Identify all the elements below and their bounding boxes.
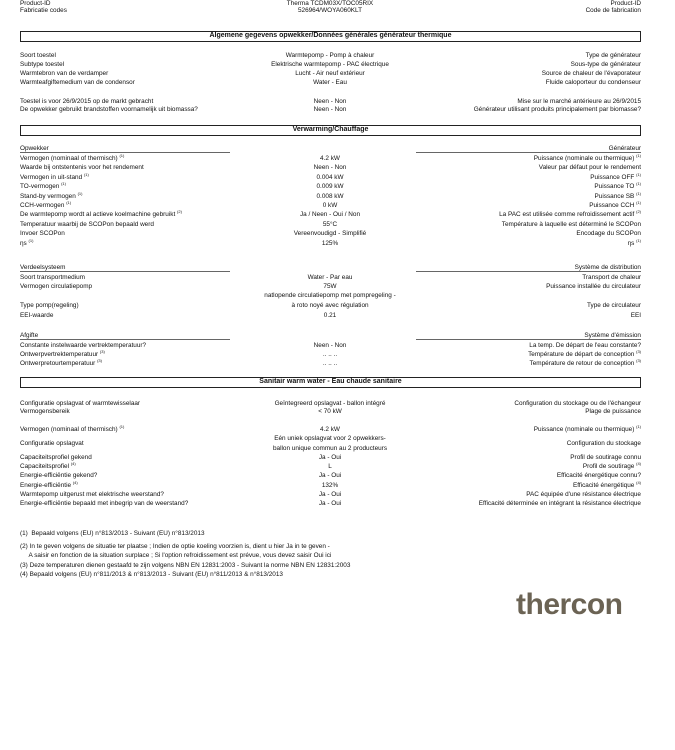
label-nl [20,348,105,358]
label-text: Efficacité énergétique connu? [556,472,641,480]
label-text: Fluide caloporteur du condenseur [545,79,641,86]
label-fr [594,183,641,190]
section-band-dhw: Sanitair warm water - Eau chaude sanitaire [20,377,641,388]
footnote-ref: (1) [636,237,641,243]
dhw-power-range-row [20,408,641,417]
label-fr [590,171,641,181]
label-fr [517,98,641,105]
label-text: Temperatuur waarbij de SCOPon bepaald werd [20,220,154,228]
verdeel-row [20,274,641,283]
label-text: Toestel is voor 26/9/2015 op de markt gebracht [20,98,154,105]
value: Ja / Neen - Oui / Non [299,211,361,219]
label-text: TO-vermogen [20,183,60,191]
opwekker-row [20,152,641,164]
footnote-ref: (1) [119,152,125,158]
header-fabrication-codes-fr: Code de fabrication [585,7,641,15]
footnote: (1) Bepaald volgens (EU) n°813/2013 - Suivant (EU) n°813/2013 [20,530,205,537]
label-text: Capaciteitsprofiel [20,463,70,471]
afgifte-row [20,357,641,369]
label-text: Constante instelwaarde vertrektemperatuur? [20,342,147,349]
general-row [20,61,641,70]
label-text: Invoer SCOPon [20,230,65,238]
label-text: Energie-efficiëntie gekend? [20,472,98,480]
footnote-ref: (4) [636,461,641,467]
footnote-ref: (1) [119,423,125,429]
label-fr: Configuration du stockage ou de l'échangeur [514,400,641,407]
label-fr [542,70,641,77]
dhw-row [20,500,641,509]
label-nl [20,70,108,77]
subsection-afgifte [20,332,641,341]
pump-type-row-2 [20,302,641,311]
label-text: Vermogen (nominaal of thermisch) [20,155,118,162]
footnote-ref: (1) [636,423,641,429]
opwekker-row [20,199,641,211]
value: 132% [321,481,339,489]
label-fr [586,52,641,59]
label-text: Soort toestel [20,52,56,59]
label-text: Subtype toestel [20,61,65,68]
footnote-ref: (1) [636,199,641,205]
label-nl [20,237,34,247]
label-text: Source de chaleur de l'évaporateur [541,70,641,77]
value: 0 kW [322,202,338,209]
value: Elektrische warmtepomp - PAC électrique [271,61,389,68]
value: Neen - Non [313,342,347,349]
label-text: Température de retour de conception [529,360,635,367]
opwekker-row [20,237,641,249]
label-text: Puissance installée du circulateur [546,283,641,290]
label-text: Warmtebron van de verdamper [20,70,109,77]
label-nl [20,152,125,162]
section-band-general: Algemene gegevens opwekker/Données générales générateur thermique [20,31,641,42]
label-text: Puissance CCH [589,202,635,209]
label-nl [20,190,83,200]
label-text: Puissance (nominale ou thermique) [533,426,635,433]
label-nl [20,171,89,181]
label-fr [502,221,641,228]
label-text: Waarde bij ontstentenis voor het rendement [20,164,144,172]
label-nl [20,98,153,105]
label-fr [479,500,641,507]
label-nl [20,52,56,59]
general-row [20,70,641,79]
label-text: PAC équipée d'une résistance électrique [526,490,641,498]
label-text: Energie-efficiëntie [20,481,72,489]
label-fr [570,454,641,461]
dhw-config-row-2 [20,445,641,454]
value: .. .. .. [322,351,338,358]
label-text: Capaciteitsprofiel gekend [20,454,92,461]
label-fr [533,423,641,433]
footnote-ref: (1) [636,181,641,187]
value: 4.2 kW [320,155,340,162]
footnote-ref: (1) [83,171,89,177]
label-text: Profil de soutirage [582,463,635,471]
label-nl [20,199,72,209]
footnote-ref: (2) [636,209,641,215]
label-text: Profil de soutirage connu [570,454,641,461]
value: L [328,463,332,471]
label-text: Générateur utilisant produits principalement par biomasse? [473,106,641,113]
label-nl [20,183,66,190]
label-nl [20,479,78,489]
label-fr [474,106,641,113]
value: Ja - Oui [318,472,342,480]
value: .. .. .. [322,360,338,367]
label-nl [20,454,92,461]
value: Ja - Oui [318,490,342,498]
opwekker-row [20,230,641,239]
label-fr [572,479,641,489]
label-nl [20,164,144,171]
footnote-ref: (1) [636,152,641,158]
subsection-title-fr: Générateur [416,145,641,153]
label-fr [546,79,641,86]
section-band-heating: Verwarming/Chauffage [20,125,641,136]
footnote: (4) Bepaald volgens (EU) n°811/2013 & n°813/2013 - Suivant (EU) n°811/2013 & n°813/2013 [20,571,283,578]
header-left [20,0,67,15]
dhw-row [20,454,641,463]
verdeel-row [20,283,641,292]
label-text: Mise sur le marché antérieure au 26/9/2015 [517,98,641,105]
label-fr [533,152,641,162]
label-fr [557,472,641,479]
footnote-ref: (2) [177,209,182,215]
value: Warmtepomp - Pomp à chaleur [285,52,375,59]
value: 75W [323,283,337,290]
label-fr [546,283,641,290]
value: Water - Par eau [307,274,353,281]
label-text: Efficacité énergétique [572,481,635,489]
footnote-ref: (3) [636,348,641,354]
label-nl [20,211,182,218]
fabrication-code-value: 526964/WOYA060KLT [297,7,363,15]
label-text: Encodage du SCOPon [576,230,641,238]
dhw-row [20,463,641,472]
general-row [20,106,641,115]
header-product-id-fr: Product-ID [610,0,641,7]
label-nl [20,357,102,367]
label-nl [20,283,92,290]
footnote: (3) Deze temperaturen dienen gestaafd te zijn volgens NBN EN 12831:2003 - Suivant la norme NBN EN 12831:2003 [20,562,351,569]
label-text: Température de départ de conception [528,351,635,358]
opwekker-row [20,171,641,183]
dhw-row [20,491,641,500]
storage-config-label-nl: Configuratie opslagvat [20,440,84,447]
dhw-row [20,472,641,481]
opwekker-row [20,211,641,220]
document-header [20,0,641,20]
value: Neen - Non [313,106,347,113]
label-nl [20,423,125,433]
label-fr [499,211,641,218]
label-fr [589,199,641,209]
value: Water - Eau [313,79,347,86]
general-row [20,52,641,61]
value: Ja - Oui [318,454,342,461]
eei-row [20,312,641,321]
label-fr [526,491,641,498]
label-text: Vermogen in uit-stand [20,173,83,181]
label-text: Type de générateur [585,52,641,59]
label-text: Sous-type de générateur [570,61,641,68]
eei-label-nl: EEI-waarde [20,312,54,319]
general-row [20,79,641,88]
label-fr: Plage de puissance [585,408,641,415]
footnote-ref: (1) [28,237,34,243]
eei-label-fr: EEI [630,312,641,319]
footnote-ref: (1) [636,171,641,177]
dhw-nominal-power-row [20,423,641,435]
label-fr [571,61,641,68]
footnote-ref: (1) [66,199,72,205]
label-nl [20,463,76,470]
label-nl: Vermogensbereik [20,408,70,415]
label-fr [539,164,641,171]
label-text: ηs [20,239,27,247]
footnote-ref: (1) [61,181,66,187]
value: 0.009 kW [316,183,344,191]
label-text: Valeur par défaut pour le rendement [538,164,641,172]
value: Lucht - Air neuf extérieur [295,70,365,77]
subsection-opwekker [20,145,641,154]
subsection-title-nl: Verdeelsysteem [20,264,230,272]
label-fr [582,274,641,281]
storage-config-value-fr: ballon unique commun au 2 producteurs [272,445,388,452]
subsection-title-nl: Opwekker [20,145,230,153]
label-text: Vermogen (nominaal of thermisch) [20,426,118,433]
pump-type-value-fr: à roto noyé avec régulation [291,302,369,309]
label-text: La PAC est utilisée comme refroidissement actif [499,211,635,219]
value: Neen - Non [313,98,347,105]
value: 4.2 kW [320,426,340,433]
value: Neen - Non [313,164,347,172]
label-nl [20,79,135,86]
label-text: Ontwerpvertrektemperatuur [20,351,99,358]
label-text: Puissance (nominale ou thermique) [533,155,635,162]
label-fr [583,463,641,470]
footnote-ref: (3) [636,357,641,363]
label-text: Efficacité déterminée en intégrant la résistance électrique [478,500,641,507]
label-text: Energie-efficiëntie bepaald met inbegrip van de weerstand? [20,500,189,507]
label-text: Puissance SB [594,192,635,200]
footnote-ref: (4) [72,479,78,485]
pump-type-row-1 [20,292,641,301]
label-nl: Configuratie opslagvat of warmtewisselaar [20,400,141,407]
footnote-ref: (4) [636,479,641,485]
label-nl [20,221,154,228]
footnote-ref: (3) [99,348,105,354]
subsection-title-nl: Afgifte [20,332,230,340]
label-text: Transport de chaleur [582,274,641,281]
label-text: Warmteafgiftemedium van de condensor [20,79,135,86]
storage-config-label-fr: Configuration du stockage [566,440,641,447]
label-fr [576,230,641,237]
opwekker-row [20,190,641,202]
label-nl [20,500,188,507]
header-right [586,0,641,15]
label-nl [20,472,97,479]
dhw-row [20,479,641,491]
label-text: De warmtepomp wordt al actieve koelmachine gebruikt [20,211,176,219]
opwekker-row [20,164,641,173]
subsection-verdeelsysteem [20,264,641,273]
value: 0.008 kW [316,192,344,200]
thercon-logo [516,588,642,620]
pump-type-value-nl: natlopende circulatiepomp met pompregeling - [264,292,396,299]
label-text: Température à laquelle est déterminé le SCOPon [501,220,641,228]
label-text: La temp. De départ de l'eau constante? [529,342,641,349]
label-text: CCH-vermogen [20,202,65,209]
label-text: Stand-by vermogen [20,192,76,200]
label-nl [20,274,85,281]
label-text: Vermogen circulatiepomp [20,283,93,290]
opwekker-row [20,221,641,230]
storage-config-value-nl: Eén uniek opslagvat voor 2 opwekkers- [274,435,386,442]
label-nl [20,491,164,498]
header-fabrication-codes-nl: Fabricatie codes [20,7,67,15]
product-id-value: Therma TCDM03X/TOC05RIX [286,0,374,7]
label-fr [594,190,641,200]
value: 125% [321,239,339,247]
logo-text: thercon [516,588,623,620]
footnote-ref: (4) [70,461,76,467]
opwekker-row [20,183,641,192]
header-values [170,0,490,15]
label-nl [20,61,64,68]
header-product-id-nl: Product-ID [20,0,51,7]
label-nl [20,342,146,349]
label-text: Warmtepomp uitgerust met elektrische weerstand? [20,490,164,498]
label-fr [529,357,641,367]
label-fr [528,348,641,358]
value: Geïntegreerd opslagvat - ballon intégré [274,400,386,407]
label-text: Soort transportmedium [20,274,85,281]
subsection-title-fr: Système de distribution [416,264,641,272]
label-text: Ontwerpretourtemperatuur [20,360,96,367]
afgifte-row [20,342,641,351]
value: 55°C [322,220,338,228]
label-text: De opwekker gebruikt brandstoffen voornamelijk uit biomassa? [20,106,198,113]
label-text: Puissance OFF [590,173,635,181]
footnote-ref: (1) [636,190,641,196]
value: < 70 kW [318,408,342,415]
label-fr [627,237,641,247]
label-fr [529,342,641,349]
eei-value: 0.21 [323,312,337,319]
value: Vereenvoudigd - Simplifié [293,230,367,238]
footnote: (2) In te geven volgens de situatie ter plaatse ; Indien de optie koeling voorzien is, dient u hier Ja in te geven - [20,543,330,550]
subsection-title-fr: Système d'émission [416,332,641,340]
footnote-ref: (3) [97,357,102,363]
pump-type-label-nl: Type pomp(regeling) [20,302,79,309]
footnote: A saisir en fonction de la situation surplace ; Si l'option refroidissement est prévue, vous devez saisir Oui ici [20,552,332,559]
label-text: ηs [627,239,635,247]
value: 0.004 kW [316,173,344,181]
label-nl [20,230,65,237]
afgifte-row [20,348,641,360]
pump-type-label-fr: Type de circulateur [587,302,641,309]
value: Ja - Oui [318,500,342,507]
label-text: Puissance TO [594,183,635,191]
footnote-ref: (1) [77,190,83,196]
